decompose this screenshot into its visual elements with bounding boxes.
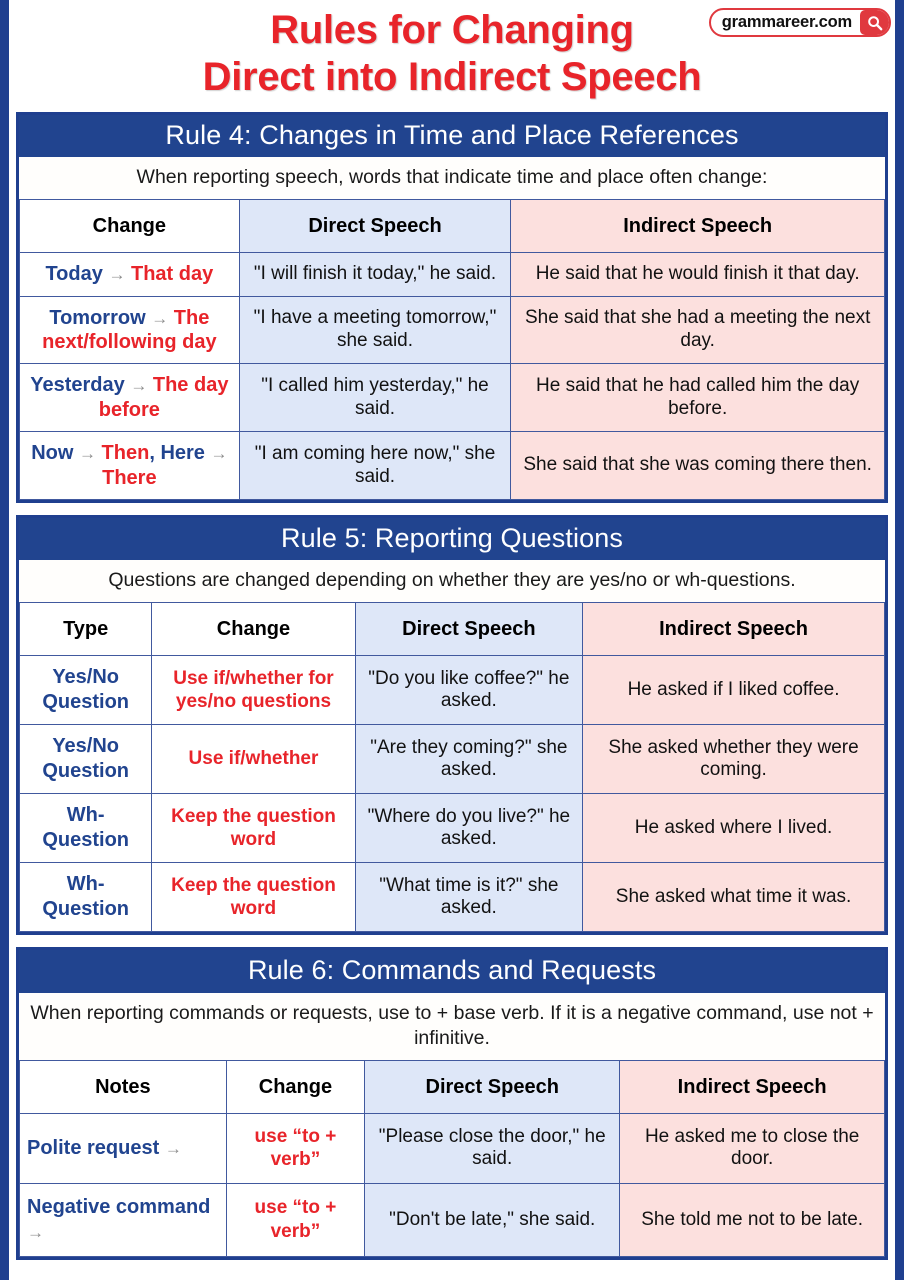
table-header-row [20, 200, 885, 253]
column-header-notes: Notes [20, 1061, 227, 1114]
indirect-speech-cell: She said that she had a meeting the next day. [511, 296, 885, 364]
direct-speech-cell: "Please close the door," he said. [365, 1113, 620, 1184]
table-row [20, 432, 885, 500]
question-type-cell: Yes/No Question [20, 725, 152, 794]
search-icon[interactable] [860, 10, 889, 35]
change-cell [20, 296, 240, 364]
change-cell: Keep the question word [152, 863, 355, 932]
rule-5-description: Questions are changed depending on whether they are yes/no or wh-questions. [19, 560, 885, 603]
change-separator: , [149, 442, 161, 465]
page-title-line-1: Rules for Changing [270, 8, 634, 52]
rule-4-card [16, 112, 888, 503]
change-new-term: The next/following day [42, 306, 217, 354]
rule-6-description: When reporting commands or requests, use to + base verb. If it is a negative command, use not + infinitive. [19, 993, 885, 1061]
table-row [20, 863, 885, 932]
direct-speech-cell: "I called him yesterday," he said. [239, 364, 511, 432]
change-cell: use “to + verb” [226, 1184, 364, 1257]
change-new-term: Then [101, 442, 150, 465]
direct-speech-cell: "I have a meeting tomorrow," she said. [239, 296, 511, 364]
question-type-cell: Wh-Question [20, 794, 152, 863]
table-row [20, 794, 885, 863]
column-header-change: Change [226, 1061, 364, 1114]
table-row [20, 364, 885, 432]
indirect-speech-cell: He asked me to close the door. [620, 1113, 885, 1184]
change-old-term-2: Here [160, 442, 205, 465]
change-cell [20, 364, 240, 432]
arrow-icon: → [108, 265, 126, 285]
table-row [20, 1184, 885, 1257]
rule-4-description: When reporting speech, words that indicate time and place often change: [19, 157, 885, 200]
site-logo[interactable] [709, 8, 891, 37]
arrow-icon-2: → [210, 444, 228, 464]
direct-speech-cell: "Do you like coffee?" he asked. [355, 656, 582, 725]
rule-5-card [16, 515, 888, 935]
arrow-icon: → [151, 308, 169, 328]
indirect-speech-cell: He said that he had called him the day before. [511, 364, 885, 432]
arrow-icon: → [130, 376, 148, 396]
direct-speech-cell: "I am coming here now," she said. [239, 432, 511, 500]
notes-label: Polite request [27, 1136, 160, 1159]
column-header-indirect: Indirect Speech [620, 1061, 885, 1114]
notes-label: Negative command [27, 1196, 211, 1219]
table-row [20, 296, 885, 364]
rule-4-table [19, 200, 885, 500]
notes-cell [20, 1113, 227, 1184]
table-row [20, 656, 885, 725]
change-cell: Keep the question word [152, 794, 355, 863]
column-header-change: Change [20, 200, 240, 253]
change-old-term: Today [45, 263, 103, 286]
indirect-speech-cell: She said that she was coming there then. [511, 432, 885, 500]
indirect-speech-cell: He said that he would finish it that day. [511, 253, 885, 296]
page-title-line-2: Direct into Indirect Speech [202, 55, 702, 99]
site-logo-label: grammareer.com [721, 13, 852, 31]
change-new-term-2: There [102, 466, 157, 489]
change-old-term: Tomorrow [49, 306, 146, 329]
indirect-speech-cell: She asked what time it was. [583, 863, 885, 932]
indirect-speech-cell: She told me not to be late. [620, 1184, 885, 1257]
change-cell [20, 253, 240, 296]
rule-6-table [19, 1061, 885, 1258]
change-cell: use “to + verb” [226, 1113, 364, 1184]
question-type-cell: Wh-Question [20, 863, 152, 932]
table-row [20, 1113, 885, 1184]
direct-speech-cell: "Don't be late," she said. [365, 1184, 620, 1257]
rule-5-table [19, 603, 885, 932]
column-header-direct: Direct Speech [355, 603, 582, 656]
direct-speech-cell: "Are they coming?" she asked. [355, 725, 582, 794]
arrow-icon: → [27, 1223, 44, 1243]
table-row [20, 725, 885, 794]
table-header-row [20, 1061, 885, 1114]
question-type-cell: Yes/No Question [20, 656, 152, 725]
change-cell: Use if/whether for yes/no questions [152, 656, 355, 725]
change-new-term: The day before [98, 374, 229, 421]
change-cell: Use if/whether [152, 725, 355, 794]
change-old-term: Now [31, 442, 74, 465]
direct-speech-cell: "Where do you live?" he asked. [355, 794, 582, 863]
direct-speech-cell: "I will finish it today," he said. [239, 253, 511, 296]
arrow-icon: → [164, 1138, 182, 1158]
change-old-term: Yesterday [30, 374, 125, 397]
indirect-speech-cell: She asked whether they were coming. [583, 725, 885, 794]
rule-6-title: Rule 6: Commands and Requests [19, 950, 885, 992]
change-new-term: That day [131, 263, 214, 286]
rule-5-title: Rule 5: Reporting Questions [19, 518, 885, 560]
notes-cell [20, 1184, 227, 1257]
table-header-row [20, 603, 885, 656]
column-header-direct: Direct Speech [365, 1061, 620, 1114]
column-header-change: Change [152, 603, 355, 656]
indirect-speech-cell: He asked if I liked coffee. [583, 656, 885, 725]
change-cell [20, 432, 240, 500]
column-header-indirect: Indirect Speech [511, 200, 885, 253]
page-header [9, 0, 895, 112]
rule-4-title: Rule 4: Changes in Time and Place References [19, 115, 885, 157]
column-header-direct: Direct Speech [239, 200, 511, 253]
column-header-type: Type [20, 603, 152, 656]
direct-speech-cell: "What time is it?" she asked. [355, 863, 582, 932]
arrow-icon: → [78, 444, 96, 464]
rule-6-card [16, 947, 888, 1260]
table-row [20, 253, 885, 296]
column-header-indirect: Indirect Speech [583, 603, 885, 656]
indirect-speech-cell: He asked where I lived. [583, 794, 885, 863]
